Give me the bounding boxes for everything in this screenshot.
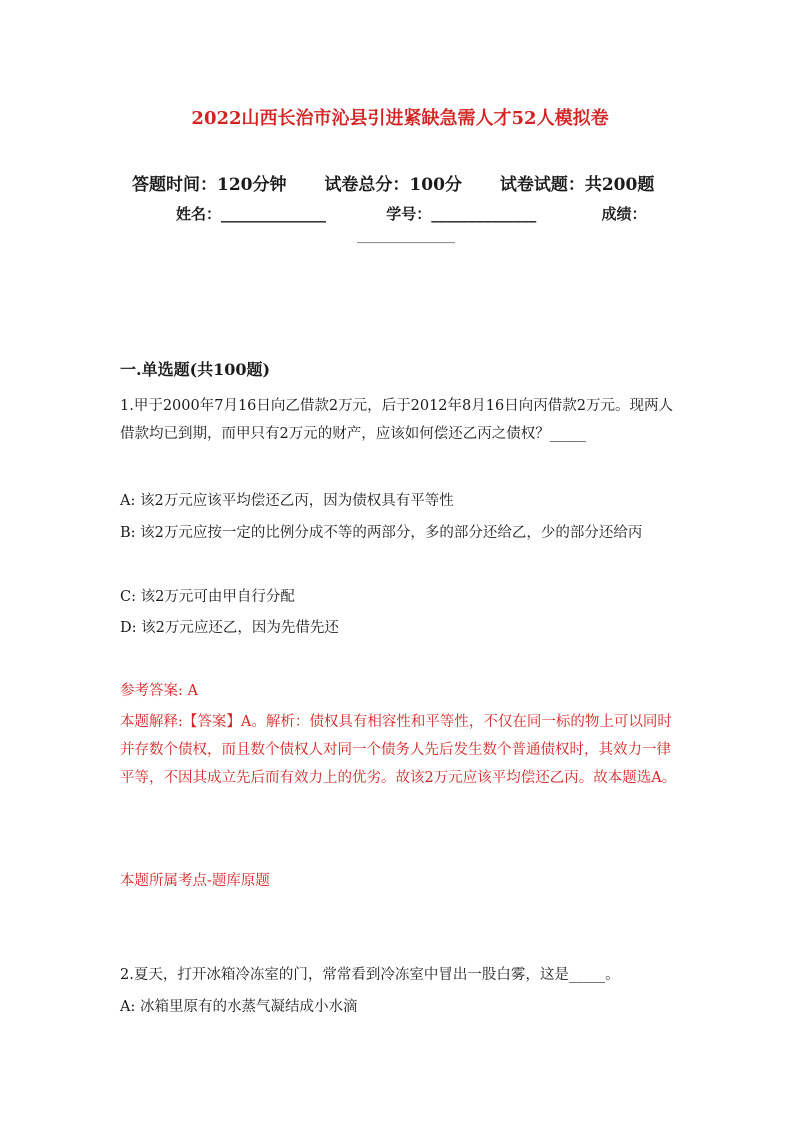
exam-meta (132, 170, 654, 195)
score-blank-line: ______________ (357, 228, 455, 244)
score-field: 成绩： (601, 205, 647, 223)
question-1-answer: 参考答案: A (120, 683, 198, 699)
question-1-stem: 1.甲于2000年7月16日向乙借款2万元，后于2012年8月16日向丙借款2万元。现两人借款均已到期，而甲只有2万元的财产，应该如何偿还乙丙之债权？_____ (120, 398, 673, 442)
name-field: 姓名：______________ (176, 205, 327, 223)
question-2-stem: 2.夏天，打开冰箱冷冻室的门，常常看到冷冻室中冒出一股白雾，这是_____。 (120, 967, 620, 983)
question-1-option-c: C: 该2万元可由甲自行分配 (120, 589, 295, 605)
section-title: 一.单选题(共100题) (120, 360, 271, 379)
exam-time: 答题时间：120分钟 (132, 175, 287, 195)
document-title: 2022山西长治市沁县引进紧缺急需人才52人模拟卷 (191, 108, 609, 129)
student-id-field: 学号：______________ (386, 205, 537, 223)
question-1-option-a: A: 该2万元应该平均偿还乙丙，因为债权具有平等性 (120, 493, 454, 509)
question-1-explanation: 本题解释:【答案】A。解析：债权具有相容性和平等性，不仅在同一标的物上可以同时并存数个债权，而且数个债权人对同一个债务人先后发生数个普通债权时，其效力一律平等，不因其成立先后而有效力上的优劣。故该2万元应该平均偿还乙丙。故本题选A。 (120, 714, 677, 786)
student-fields (176, 203, 646, 224)
exam-total-score: 试卷总分：100分 (324, 175, 462, 195)
exam-question-count: 试卷试题：共200题 (499, 175, 655, 195)
question-1-option-b: B: 该2万元应按一定的比例分成不等的两部分，多的部分还给乙，少的部分还给丙 (120, 525, 643, 541)
question-1-topic: 本题所属考点-题库原题 (120, 873, 270, 889)
question-2-option-a: A: 冰箱里原有的水蒸气凝结成小水滴 (120, 999, 358, 1015)
question-1-option-d: D: 该2万元应还乙，因为先借先还 (120, 620, 339, 636)
